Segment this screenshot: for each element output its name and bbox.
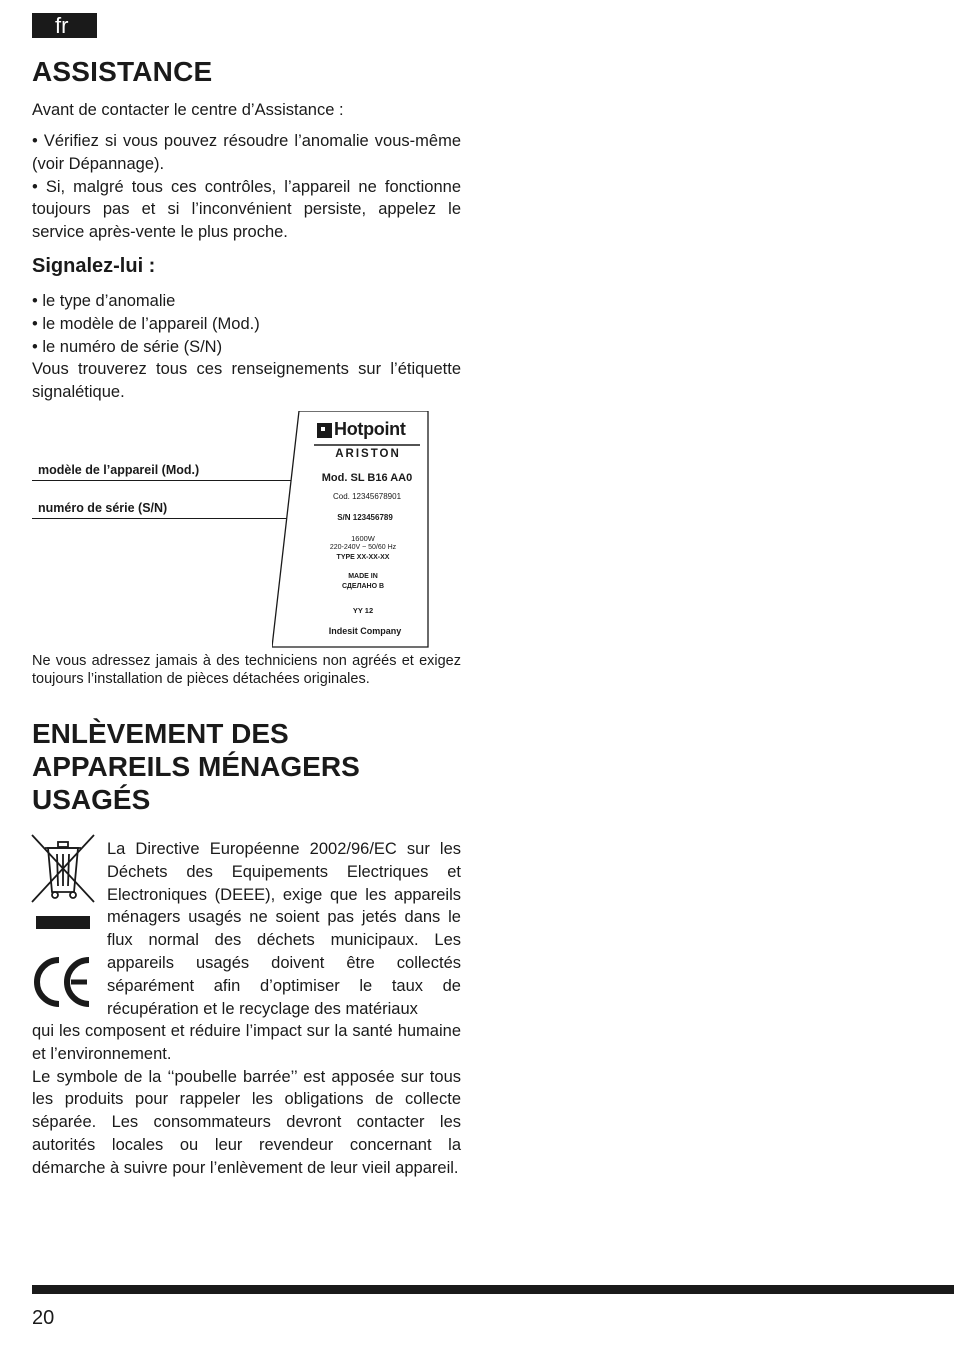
disposal-title-line: APPAREILS MÉNAGERS bbox=[32, 751, 360, 782]
disposal-paragraph-2: Le symbole de la ‘‘poubelle barrée’’ est apposée sur tous les produits pour rappeler les obligations de collecte séparée. Les consommateurs devront contacter les autorités locales ou leur revendeur concernant la démarche à suivre pour l’enlèvement de leur vieil appareil. bbox=[32, 1067, 461, 1177]
list-item: • le modèle de l’appareil (Mod.) bbox=[32, 314, 260, 333]
page-number: 20 bbox=[32, 1307, 55, 1329]
callout-serial: numéro de série (S/N) bbox=[38, 501, 168, 515]
bullet-call-service: • Si, malgré tous ces contrôles, l’appareil ne fonctionne toujours pas et si l’inconvénient persiste, appelez le service après-vente le plus proche. bbox=[32, 177, 461, 242]
disposal-title-line: USAGÉS bbox=[32, 784, 151, 815]
assistance-title: ASSISTANCE bbox=[32, 56, 213, 87]
brand-name: Hotpoint bbox=[334, 419, 406, 439]
label-code: Cod. 12345678901 bbox=[332, 492, 402, 501]
disposal-icons bbox=[31, 834, 95, 1009]
label-info: Vous trouverez tous ces renseignements sur l’étiquette signalétique. bbox=[32, 360, 461, 402]
assistance-bullets bbox=[32, 130, 461, 244]
disposal-paragraphs bbox=[32, 1020, 461, 1180]
bullet-check: • Vérifiez si vous pouvez résoudre l’anomalie vous-même (voir Dépannage). bbox=[32, 132, 461, 173]
disposal-paragraph-1-cont: qui les composent et réduire l’impact sur la santé humaine et l’environnement. bbox=[32, 1022, 461, 1063]
disposal-paragraph-1: La Directive Européenne 2002/96/EC sur les Déchets des Equipements Electriques et Electroniques (DEEE), exige que les appareils ménagers usagés ne soient pas jetés dans le flux normal des déchets municipaux. Les appareils usagés doivent être collectés séparément afin d’optimiser le taux de récupération et le recyclage des matériaux bbox=[107, 840, 461, 1018]
ce-mark-icon bbox=[31, 952, 95, 1012]
rating-label bbox=[272, 411, 429, 648]
list-item: • le numéro de série (S/N) bbox=[32, 337, 223, 356]
label-made-in-ru: СДЕЛАНО В bbox=[341, 583, 385, 590]
signal-list bbox=[32, 290, 461, 404]
label-model: Mod. SL B16 AA0 bbox=[321, 472, 413, 484]
language-tab: fr bbox=[32, 13, 97, 38]
label-made-in: MADE IN bbox=[348, 573, 378, 580]
list-item: • le type d’anomalie bbox=[32, 292, 176, 310]
label-power: 1600W bbox=[351, 534, 375, 543]
footer-bar bbox=[32, 1285, 954, 1294]
disposal-title-line: ENLÈVEMENT DES bbox=[32, 718, 289, 749]
technician-note: Ne vous adressez jamais à des techniciens non agréés et exigez toujours l’installation de pièces détachées originales. bbox=[32, 653, 461, 687]
disposal-title bbox=[32, 717, 360, 816]
label-company: Indesit Company bbox=[328, 626, 402, 636]
assistance-intro: Avant de contacter le centre d’Assistance : bbox=[32, 101, 344, 119]
label-type: TYPE XX-XX-XX bbox=[336, 554, 390, 561]
callout-model: modèle de l’appareil (Mod.) bbox=[38, 463, 200, 477]
signal-subtitle: Signalez-lui : bbox=[32, 255, 156, 277]
label-serial: S/N 123456789 bbox=[337, 513, 393, 522]
brand-sub: ARISTON bbox=[335, 448, 401, 460]
label-voltage: 220-240V ~ 50/60 Hz bbox=[329, 544, 397, 551]
label-year: YY 12 bbox=[352, 606, 374, 615]
